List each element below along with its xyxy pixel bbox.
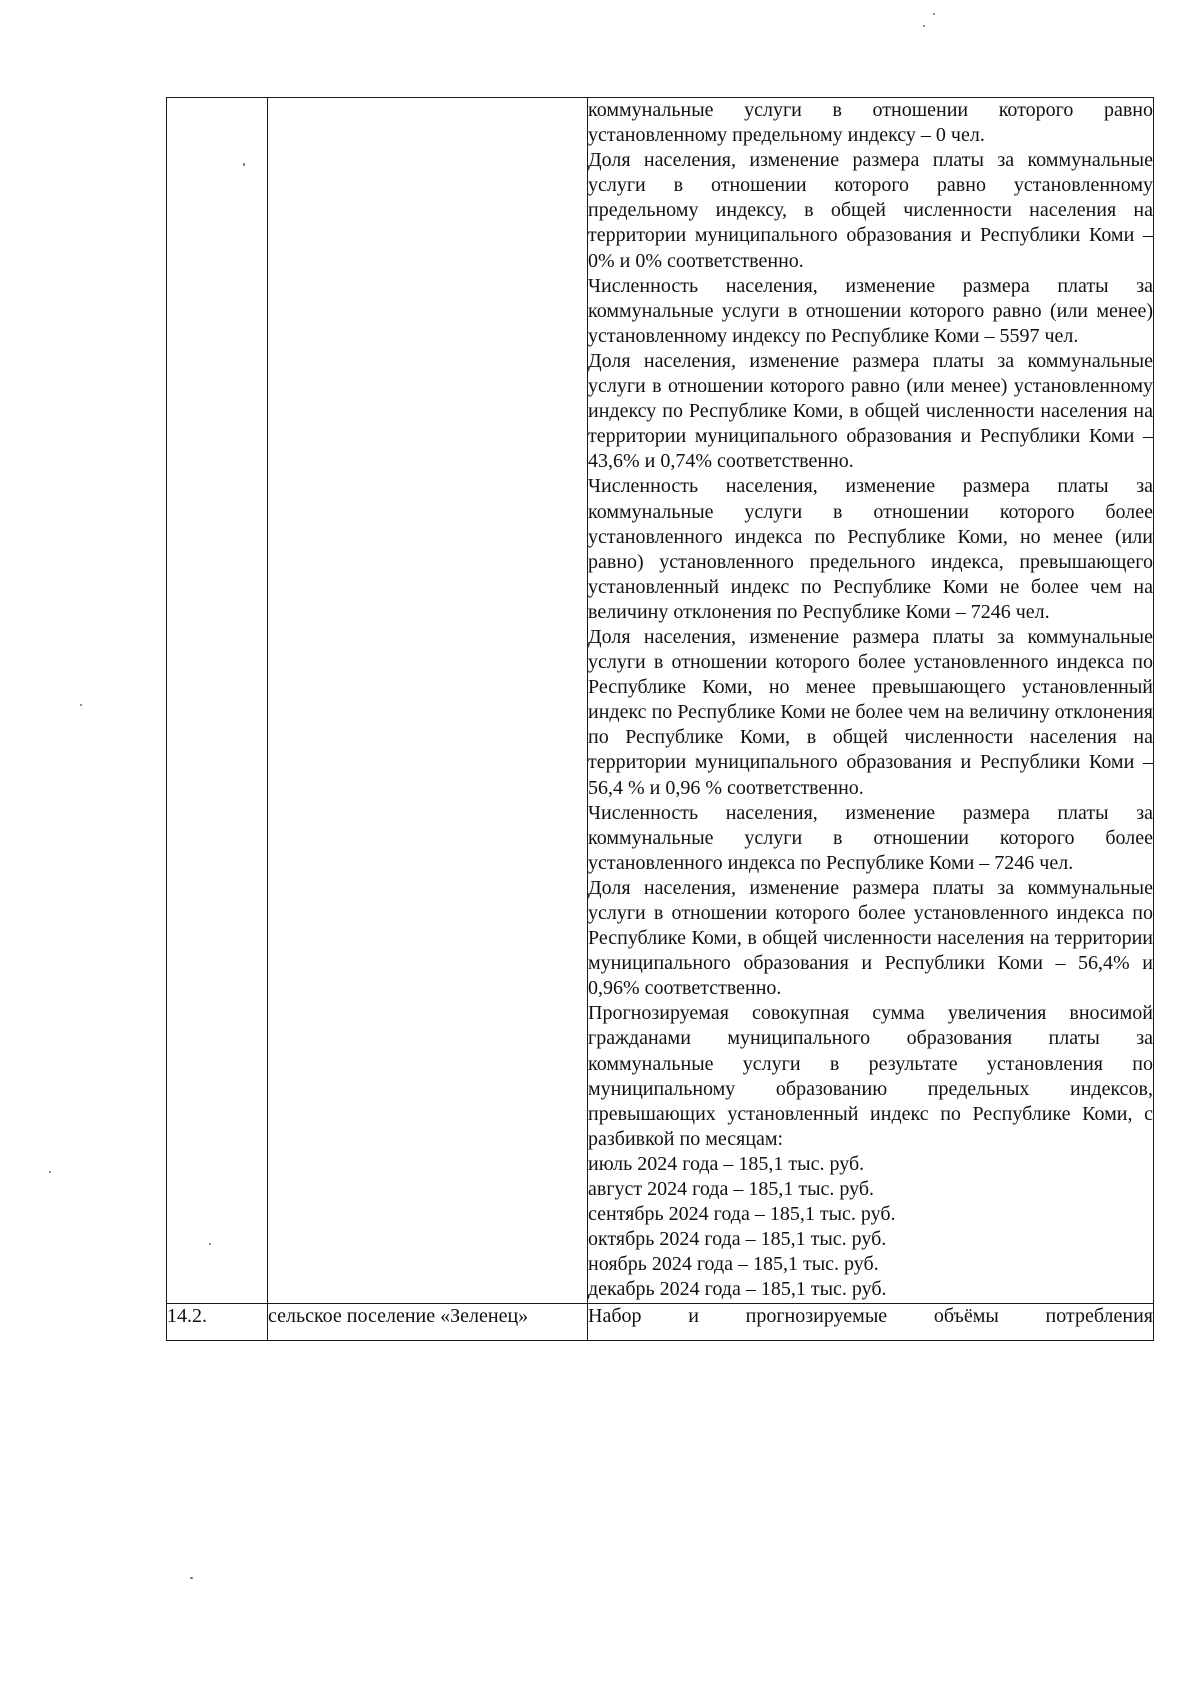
paragraph-within-deviation-share: Доля населения, изменение размера платы за коммунальные услуги в отношении которого более установленного индекса по Республике Коми, но менее превышающего установленный индекс по Республике Коми не более чем на величину отклонения по Республике Коми, в общей численности населения на территории муниципального образования и Республики Коми – 56,4 % и 0,96 % соответственно.	[588, 625, 1153, 799]
monthly-forecast-list	[588, 1152, 1153, 1303]
municipality-name-cell: сельское поселение «Зеленец»	[268, 1303, 588, 1340]
scan-speck	[190, 1577, 193, 1579]
paragraph-forecast-sum: Прогнозируемая совокупная сумма увеличения вносимой гражданами муниципального образования платы за коммунальные услуги в результате установления по муниципальному образованию предельных индексов, превышающих установленный индекс по Республике Коми, с разбивкой по месяцам:	[588, 1002, 1153, 1150]
paragraph-consumption-set: Набор и прогнозируемые объёмы потребления	[588, 1304, 1153, 1327]
table-row-14-2	[167, 1303, 1154, 1340]
municipality-name-cell	[268, 98, 588, 1304]
paragraph-within-deviation-population: Численность населения, изменение размера платы за коммунальные услуги в отношении которого более установленного индекса по Республике Коми, но менее (или равно) установленного предельного индекса, превышающего установленный индекс по Республике Коми не более чем на величину отклонения по Республике Коми – 7246 чел.	[588, 475, 1153, 623]
row-number-cell: 14.2.	[167, 1303, 268, 1340]
paragraph-above-index-share: Доля населения, изменение размера платы за коммунальные услуги в отношении которого более установленного индекса по Республике Коми, в общей численности населения на территории муниципального образования и Республики Коми – 56,4% и 0,96% соответственно.	[588, 876, 1153, 1000]
indicators-cell	[588, 1303, 1154, 1340]
paragraph-zero-population: коммунальные услуги в отношении которого равно установленному предельному индексу – 0 чел.	[588, 99, 1153, 147]
scan-speck	[49, 1171, 51, 1173]
indicators-cell	[588, 98, 1154, 1304]
list-item: ноябрь 2024 года – 185,1 тыс. руб.	[588, 1253, 879, 1276]
municipality-table	[166, 97, 1154, 1341]
list-item: октябрь 2024 года – 185,1 тыс. руб.	[588, 1228, 887, 1251]
scan-speck	[933, 13, 935, 15]
list-item: декабрь 2024 года – 185,1 тыс. руб.	[588, 1278, 887, 1301]
scan-speck	[80, 704, 82, 706]
scan-speck	[923, 25, 925, 27]
scan-speck	[209, 1243, 211, 1245]
paragraph-at-or-below-index-share: Доля населения, изменение размера платы за коммунальные услуги в отношении которого равно (или менее) установленному индексу по Республике Коми, в общей численности населения на территории муниципального образования и Республики Коми – 43,6% и 0,74% соответственно.	[588, 349, 1153, 473]
paragraph-zero-share: Доля населения, изменение размера платы за коммунальные услуги в отношении которого равно установленному предельному индексу, в общей численности населения на территории муниципального образования и Республики Коми – 0% и 0% соответственно.	[588, 149, 1153, 272]
table-row-continuation	[167, 98, 1154, 1304]
row-number-cell	[167, 98, 268, 1304]
list-item: август 2024 года – 185,1 тыс. руб.	[588, 1178, 875, 1201]
scan-speck	[243, 163, 245, 166]
list-item: июль 2024 года – 185,1 тыс. руб.	[588, 1152, 865, 1175]
list-item: сентябрь 2024 года – 185,1 тыс. руб.	[588, 1203, 896, 1226]
paragraph-above-index-population: Численность населения, изменение размера платы за коммунальные услуги в отношении которого более установленного индекса по Республике Коми – 7246 чел.	[588, 801, 1153, 874]
paragraph-at-or-below-index-population: Численность населения, изменение размера платы за коммунальные услуги в отношении которого равно (или менее) установленному индексу по Республике Коми – 5597 чел.	[588, 274, 1153, 347]
